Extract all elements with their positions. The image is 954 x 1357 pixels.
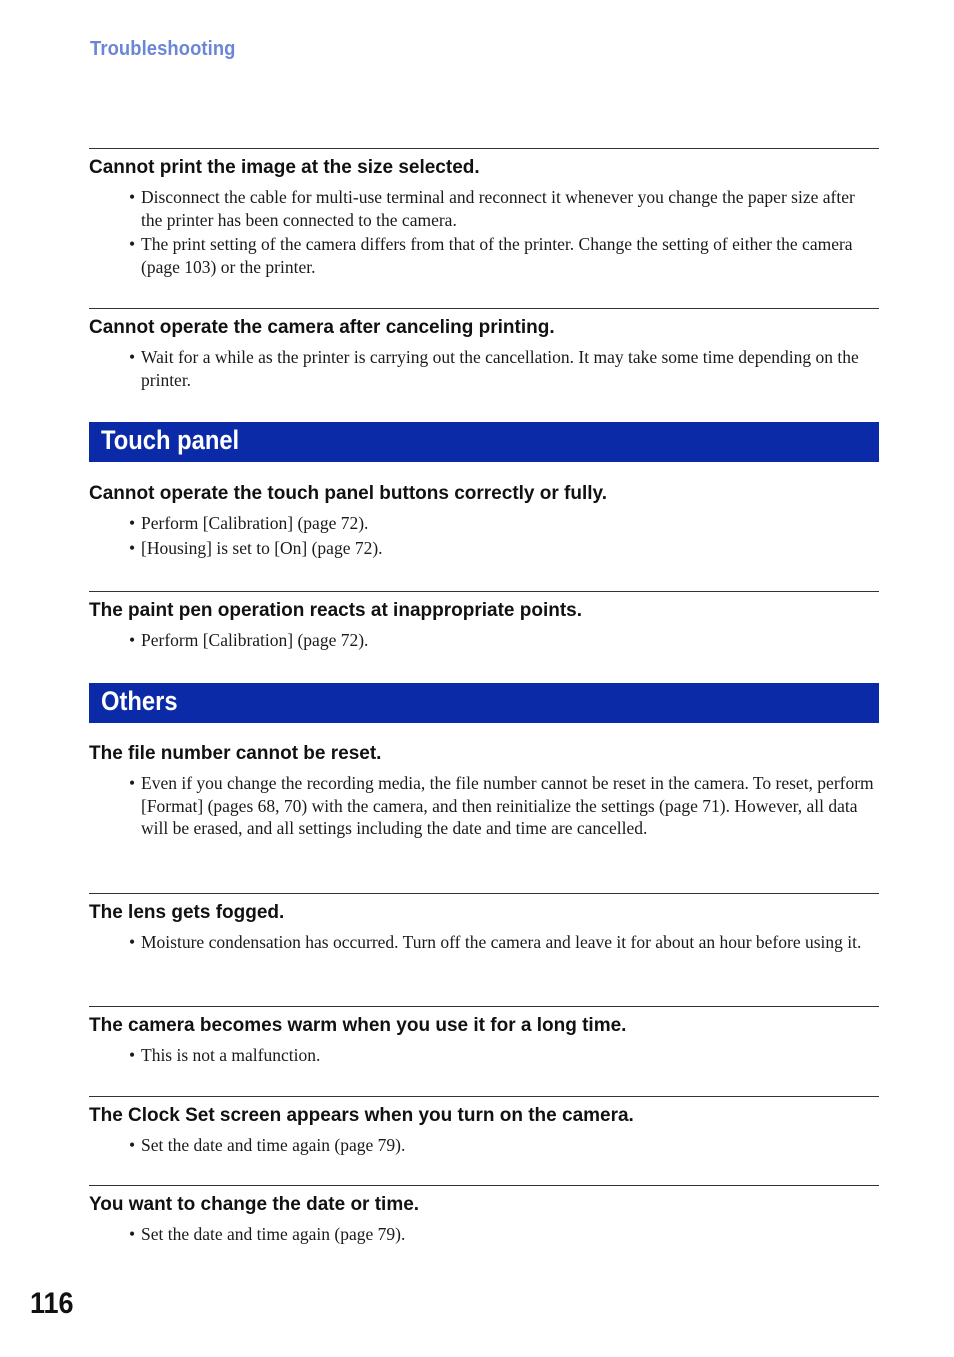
faq-answer-list (89, 1223, 879, 1246)
faq-question: The camera becomes warm when you use it for a long time. (89, 1015, 627, 1036)
section-heading-touch-panel (89, 422, 879, 462)
section-heading-others (89, 683, 879, 723)
faq-item (89, 591, 879, 654)
faq-answer: • Set the date and time again (page 79). (89, 1134, 879, 1157)
faq-item (89, 742, 879, 842)
faq-question: You want to change the date or time. (89, 1194, 420, 1215)
faq-answer: • Disconnect the cable for multi-use terminal and reconnect it whenever you change the paper size after the printer has been connected to the camera. (89, 186, 879, 231)
faq-answer: • [Housing] is set to [On] (page 72). (89, 537, 879, 560)
faq-question: Cannot print the image at the size selected. (89, 157, 480, 178)
faq-answer-list (89, 772, 879, 840)
faq-answer-list (89, 512, 879, 559)
faq-question: Cannot operate the camera after canceling printing. (89, 317, 555, 338)
faq-question: Cannot operate the touch panel buttons correctly or fully. (89, 483, 607, 504)
faq-answer-list (89, 1134, 879, 1157)
faq-question: The file number cannot be reset. (89, 743, 382, 764)
faq-item (89, 893, 879, 956)
faq-item (89, 308, 879, 393)
faq-item (89, 1096, 879, 1159)
faq-answer: • Perform [Calibration] (page 72). (89, 629, 879, 652)
faq-question: The lens gets fogged. (89, 902, 285, 923)
faq-question: The Clock Set screen appears when you turn on the camera. (89, 1105, 634, 1126)
running-header-title: Troubleshooting (90, 38, 236, 60)
faq-answer: • Set the date and time again (page 79). (89, 1223, 879, 1246)
faq-answer-list (89, 186, 879, 278)
section-title: Others (101, 686, 178, 716)
section-title: Touch panel (101, 425, 240, 455)
faq-answer: • Perform [Calibration] (page 72). (89, 512, 879, 535)
faq-item (89, 482, 879, 561)
faq-answer: • The print setting of the camera differs from that of the printer. Change the setting of either the camera (page 103) or the printer. (89, 233, 879, 278)
faq-answer-list (89, 629, 879, 652)
faq-answer: • This is not a malfunction. (89, 1044, 879, 1067)
faq-answer: • Moisture condensation has occurred. Turn off the camera and leave it for about an hour before using it. (89, 931, 879, 954)
faq-answer-list (89, 1044, 879, 1067)
faq-answer-list (89, 346, 879, 391)
faq-answer-list (89, 931, 879, 954)
faq-item (89, 148, 879, 280)
faq-answer: • Even if you change the recording media, the file number cannot be reset in the camera. To reset, perform [Format] (pages 68, 70) with the camera, and then reinitialize the settings (page 71). However, all data will be erased, and all settings including the date and time are cancelled. (89, 772, 879, 840)
faq-answer: • Wait for a while as the printer is carrying out the cancellation. It may take some time depending on the printer. (89, 346, 879, 391)
page-number: 116 (30, 1287, 74, 1320)
faq-item (89, 1006, 879, 1069)
faq-item (89, 1185, 879, 1248)
faq-question: The paint pen operation reacts at inappropriate points. (89, 600, 583, 621)
